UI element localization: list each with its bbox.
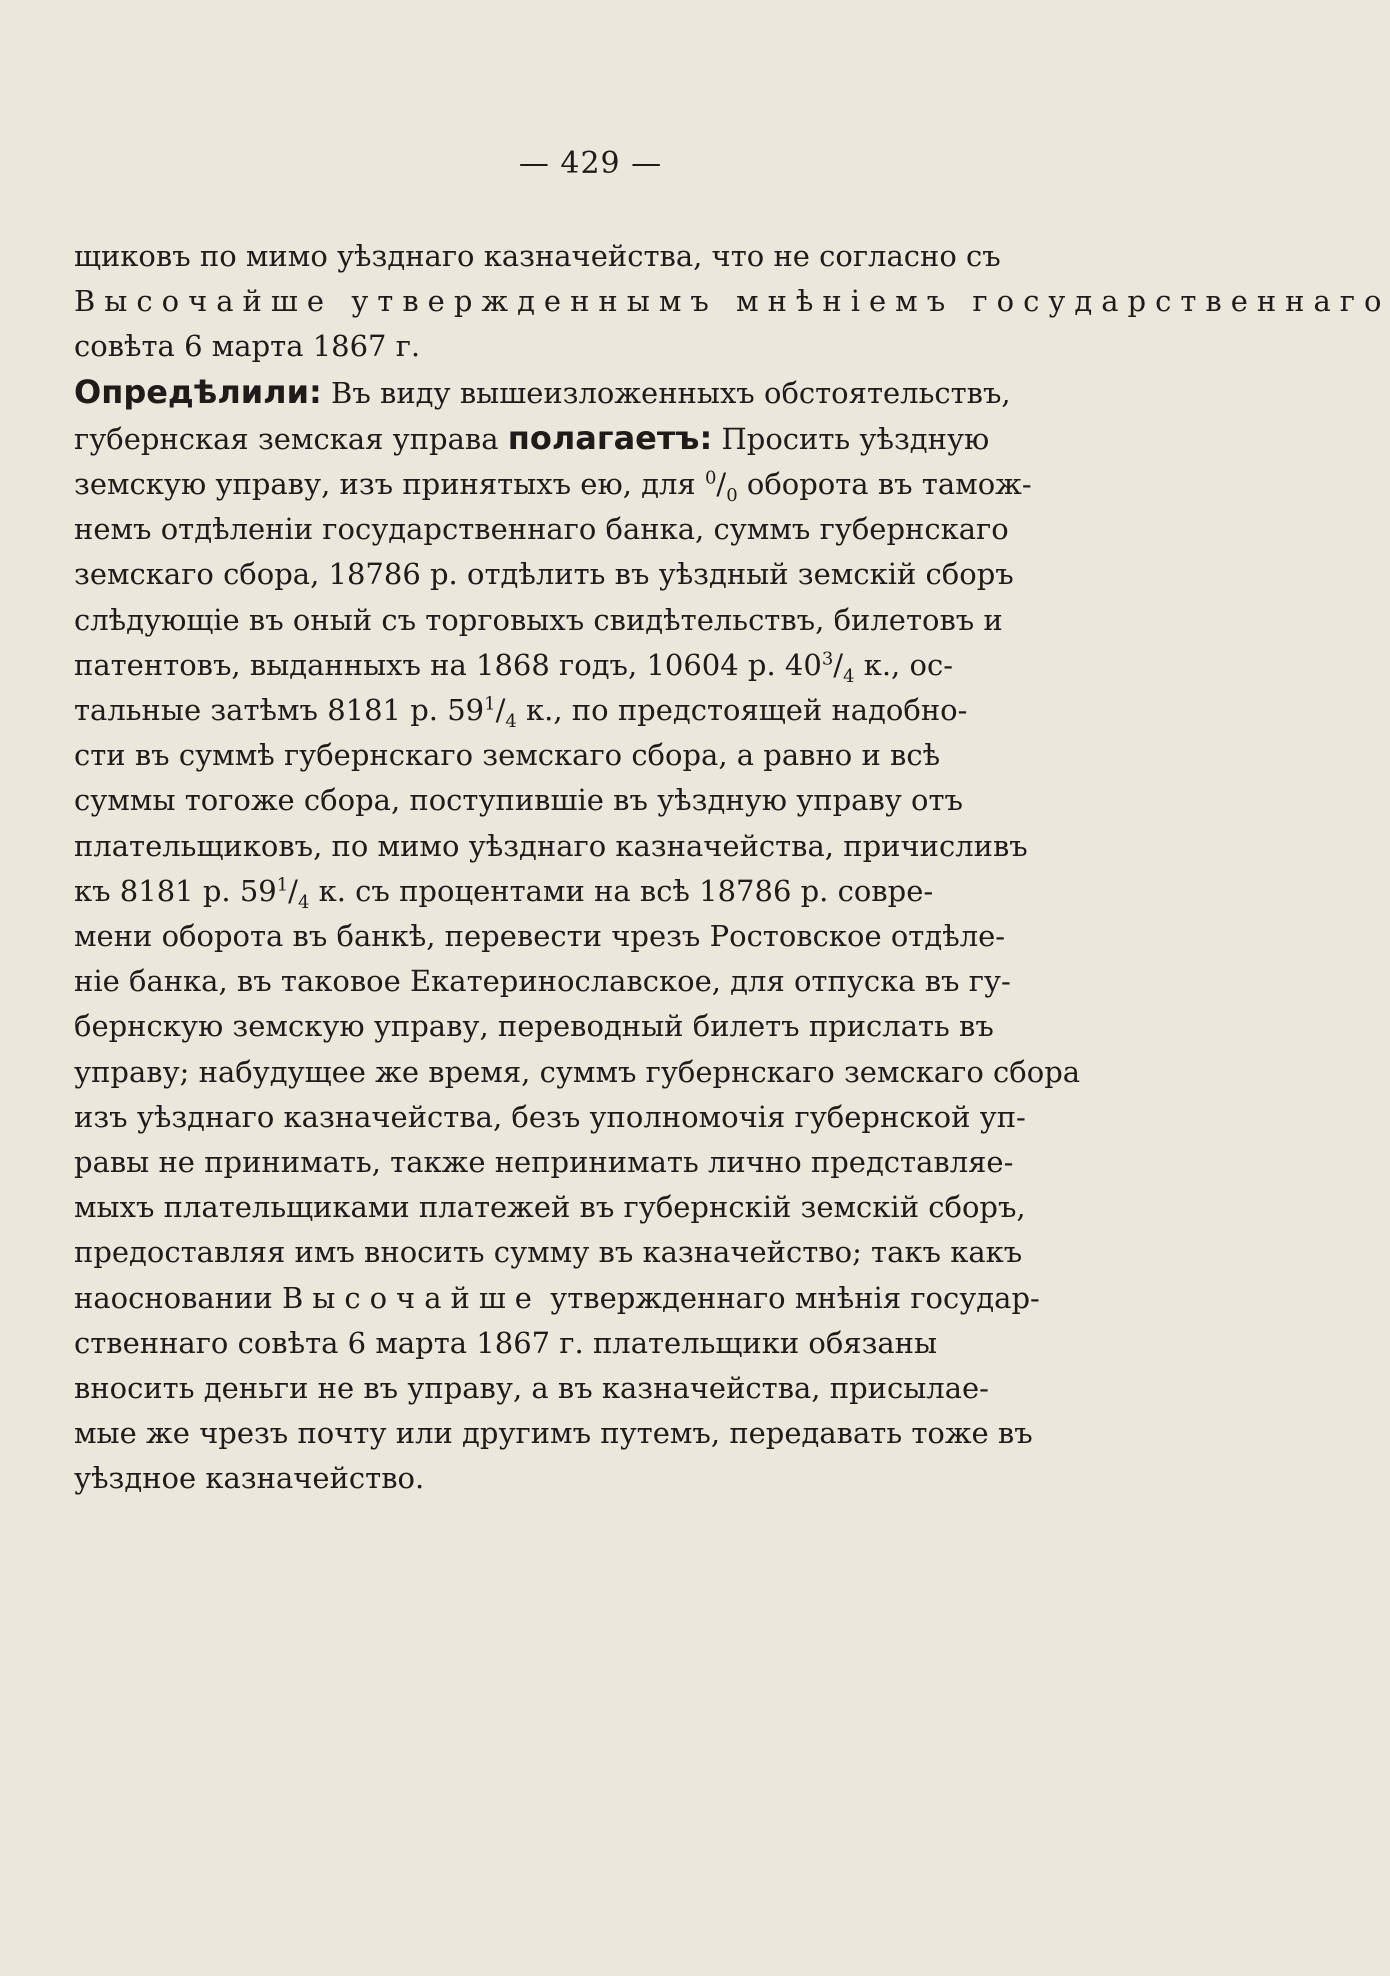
body-text xyxy=(74,234,1390,1502)
text-line: мые же чрезъ почту или другимъ путемъ, передавать тоже въ xyxy=(74,1416,1033,1451)
text-line: Высочайше утвержденнымъ мнѣніемъ государственнаго xyxy=(74,284,1390,319)
text-line: наосновании Высочайше утвержденнаго мнѣнія государ- xyxy=(74,1280,1040,1315)
text-line: изъ уѣзднаго казначейства, безъ уполномочія губернской уп- xyxy=(74,1099,1026,1134)
text-line: слѣдующіе въ оный съ торговыхъ свидѣтельствъ, билетовъ и xyxy=(74,602,1003,637)
text-line: совѣта 6 марта 1867 г. xyxy=(74,329,421,364)
text-line: суммы тогоже сбора, поступившіе въ уѣздную управу отъ xyxy=(74,783,964,818)
text-line: къ 8181 р. $59^1/_4$ к. съ процентами на всѣ 18786 р. совре- xyxy=(74,873,934,913)
heading-resolves: полагаетъ: xyxy=(507,418,713,457)
text-line: предоставляя имъ вносить сумму въ казначейство; такъ какъ xyxy=(74,1235,1023,1270)
text-line: сти въ суммѣ губернскаго земскаго сбора, а равно и всѣ xyxy=(74,738,941,773)
text-line: мени оборота въ банкѣ, перевести чрезъ Ростовское отдѣле- xyxy=(74,919,1006,954)
page-number: — 429 — xyxy=(518,146,663,181)
text-line: равы не принимать, также непринимать лично представляе- xyxy=(74,1145,1014,1180)
text-line: мыхъ плательщиками платежей въ губернскій земскій сборъ, xyxy=(74,1190,1026,1225)
text-line: Опредѣлили: Въ виду вышеизложенныхъ обстоятельствъ, xyxy=(74,372,1011,411)
text-line: земскую управу, изъ принятыхъ ею, для $^0/_0$ оборота въ тамож- xyxy=(74,467,1032,506)
text-line: тальные затѣмъ 8181 р. $59^1/_4$ к., по предстоящей надобно- xyxy=(74,693,968,732)
text-line: вносить деньги не въ управу, а въ казначейства, присылае- xyxy=(74,1371,989,1406)
text-line: щиковъ по мимо уѣзднаго казначейства, что не согласно съ xyxy=(74,239,1001,273)
heading-determined: Опредѣлили: xyxy=(74,372,322,411)
text-line: управу; набудущее же время, суммъ губернскаго земскаго сбора xyxy=(74,1054,1081,1089)
text-line: ственнаго совѣта 6 марта 1867 г. плательщики обязаны xyxy=(74,1325,938,1360)
text-line: губернская земская управа полагаетъ: Просить уѣздную xyxy=(74,418,990,457)
text-line: немъ отдѣленіи государственнаго банка, суммъ губернскаго xyxy=(74,512,1009,547)
text-line: бернскую земскую управу, переводный билетъ прислать въ xyxy=(74,1009,994,1044)
text-line: земскаго сбора, 18786 р. отдѣлить въ уѣздный земскій сборъ xyxy=(74,557,1014,592)
text-line: плательщиковъ, по мимо уѣзднаго казначейства, причисливъ xyxy=(74,828,1028,863)
text-line: патентовъ, выданныхъ на 1868 годъ, 10604 р. $40^3/_4$ к., ос- xyxy=(74,647,953,687)
text-line: уѣздное казначейство. xyxy=(74,1461,425,1496)
text-line: ніе банка, въ таковое Екатеринославское, для отпуска въ гу- xyxy=(74,964,1011,999)
